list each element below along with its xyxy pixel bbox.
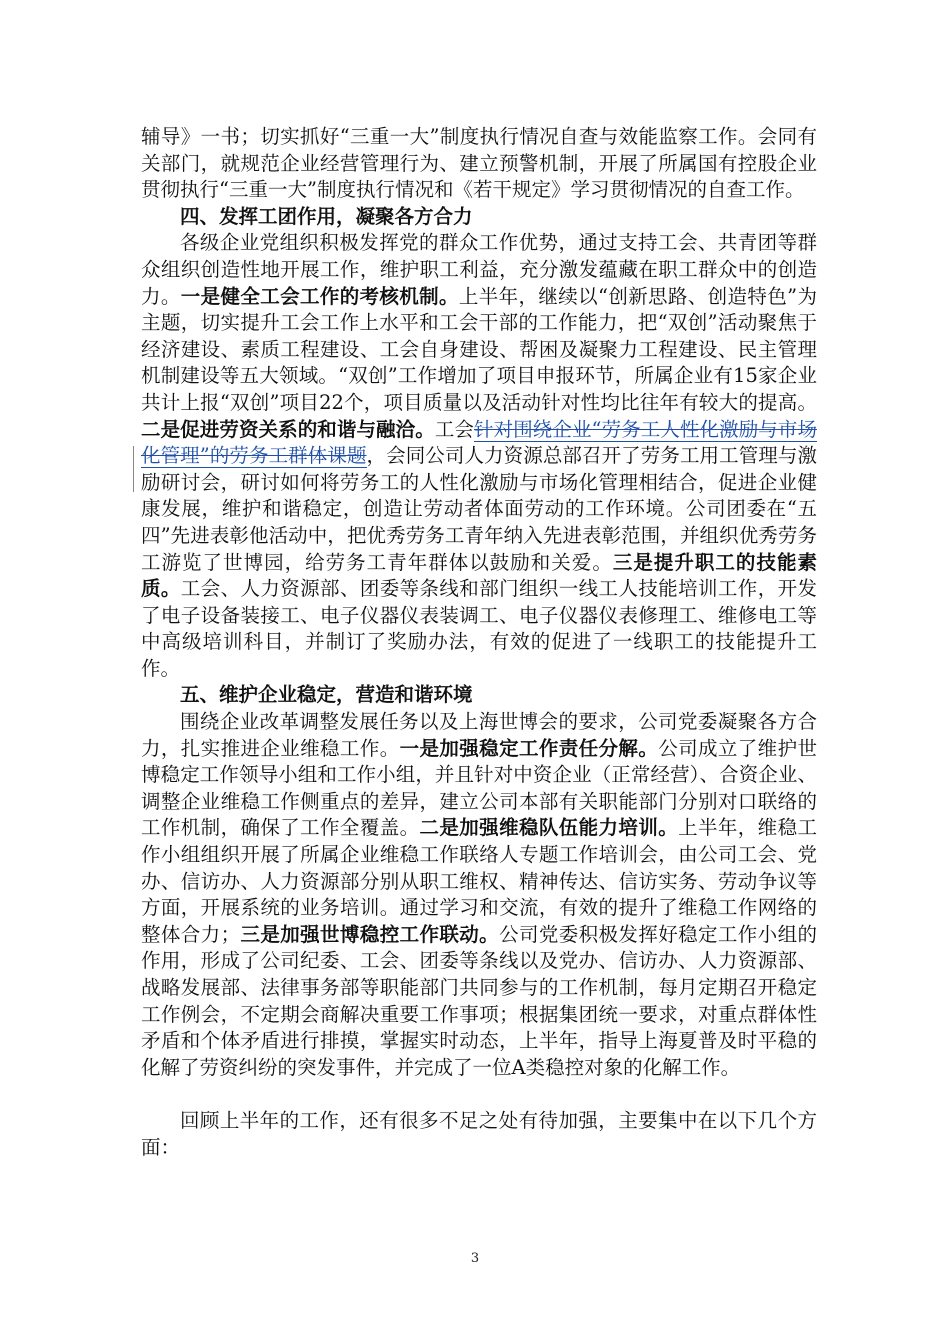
- paragraph-section-4: [141, 230, 817, 682]
- bold-point-3: 三是提升职工的技能素质。: [141, 550, 817, 601]
- text-run: 上半年，继续以“创新思路、创造特色”为主题，切实提升工会工作上水平和工会干部的工作能力，把“双创”活动聚焦于经济建设、素质工程建设、工会自身建设、帮困及凝聚力工程建设、民主管理机制建设等五大领域。“双创”工作增加了项目申报环节，所属企业有15家企业共计上报“双创”项目22个，项目质量以及活动针对性均比往年有较大的提高。: [141, 284, 817, 414]
- tracked-change-deletion[interactable]: 针对围绕企业“劳务工人性化激励与市场化管理”的劳务工群体课题: [141, 417, 817, 468]
- text-run: 公司党委积极发挥好稳定工作小组的作用，形成了公司纪委、工会、团委等条线以及党办、信访办、人力资源部、战略发展部、法律事务部等职能部门共同参与的工作机制，每月定期召开稳定工作例会，不定期会商解决重要工作事项；根据集团统一要求，对重点群体性矛盾和个体矛盾进行排摸，掌握实时动态，上半年，指导上海夏普及时平稳的化解了劳资纠纷的突发事件，并完成了一位A类稳控对象的化解工作。: [141, 922, 817, 1079]
- paragraph-intro-tail: 辅导》一书；切实抓好“三重一大”制度执行情况自查与效能监察工作。会同有关部门，就规范企业经营管理行为、建立预警机制，开展了所属国有控股企业贯彻执行“三重一大”制度执行情况和《若干规定》学习贯彻情况的自查工作。: [141, 125, 817, 202]
- bold-point-1: 一是加强稳定工作责任分解。: [399, 736, 659, 760]
- bold-point-1: 一是健全工会工作的考核机制。: [180, 284, 459, 308]
- paragraph-section-5: [141, 709, 817, 1081]
- text-run: 工会、人力资源部、团委等条线和部门组织一线工人技能培训工作，开发了电子设备装接工、电子仪器仪表装调工、电子仪器仪表修理工、维修电工等中高级培训科目，并制订了奖励办法，有效的促进了一线职工的技能提升工作。: [141, 577, 817, 680]
- text-run: 各级企业党组织积极发挥党的群众工作优势，通过支持工会、共青团等群众组织创造性地开展工作，维护职工利益，充分激发蕴藏在职工群众中的创造力。: [141, 231, 817, 308]
- text-run: 工会: [434, 417, 475, 441]
- revision-change-bar: [133, 446, 134, 492]
- bold-point-2: 二是促进劳资关系的和谐与融洽。: [141, 417, 435, 441]
- text-run: 公司成立了维护世博稳定工作领导小组和工作小组，并且针对中资企业（正常经营）、合资企业、调整企业维稳工作侧重点的差异，建立公司本部有关职能部门分别对口联络的工作机制，确保了工作全覆盖。: [141, 736, 817, 840]
- section-heading-4: 四、发挥工团作用，凝聚各方合力: [180, 204, 473, 228]
- blank-line: [141, 1081, 817, 1108]
- bold-point-3: 三是加强世博稳控工作联动。: [240, 922, 500, 946]
- section-heading-5: 五、维护企业稳定，营造和谐环境: [180, 683, 473, 707]
- bold-point-2: 二是加强维稳队伍能力培训。: [419, 816, 679, 840]
- document-body: [141, 124, 817, 1161]
- text-run: 上半年，维稳工作小组组织开展了所属企业维稳工作联络人专题工作培训会，由公司工会、党办、信访办、人力资源部分别从职工维权、精神传达、信访实务、劳动争议等方面，开展系统的业务培训。通过学习和交流，有效的提升了维稳工作网络的整体合力；: [141, 816, 817, 946]
- paragraph-review: 回顾上半年的工作，还有很多不足之处有待加强，主要集中在以下几个方面：: [141, 1108, 817, 1159]
- page-number: 3: [470, 1251, 480, 1266]
- text-run: ，会同公司人力资源总部召开了劳务工用工管理与激励研讨会，研讨如何将劳务工的人性化激励与市场化管理相结合，促进企业健康发展，维护和谐稳定，创造让劳动者体面劳动的工作环境。公司团委在“五四”先进表彰他活动中，把优秀劳务工青年纳入先进表彰范围，并组织优秀劳务工游览了世博园，给劳务工青年群体以鼓励和关爱。: [141, 444, 817, 574]
- text-run: 围绕企业改革调整发展任务以及上海世博会的要求，公司党委凝聚各方合力，扎实推进企业维稳工作。: [141, 710, 817, 760]
